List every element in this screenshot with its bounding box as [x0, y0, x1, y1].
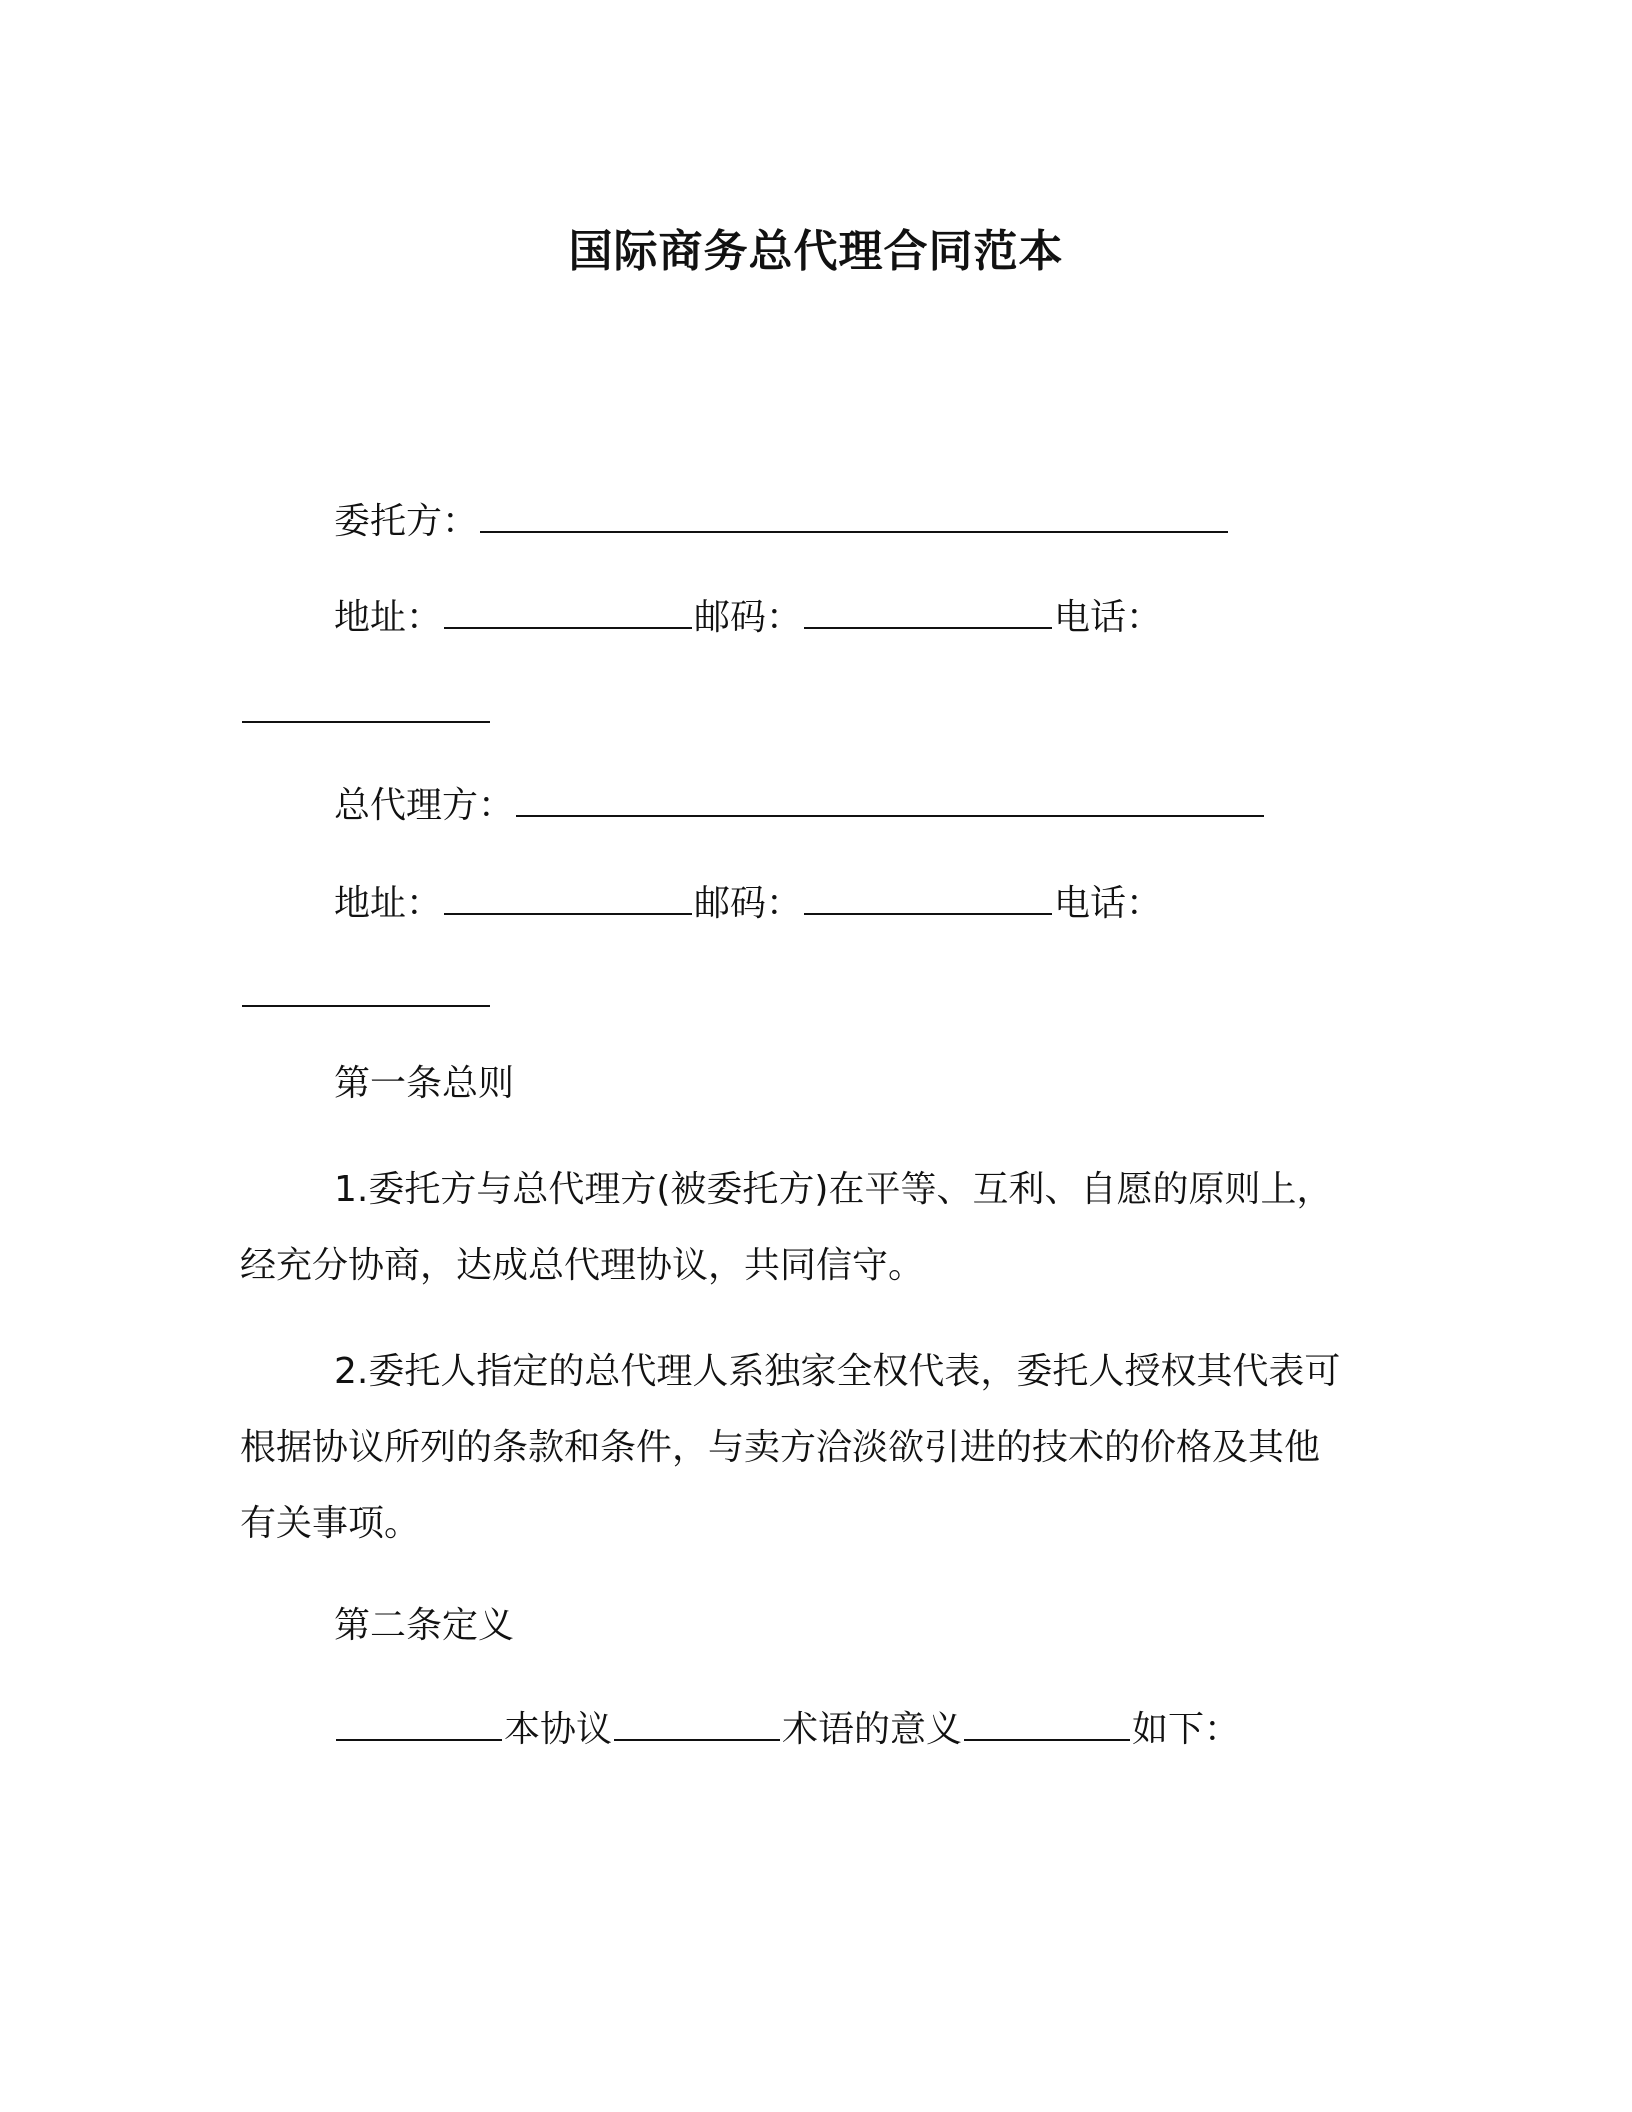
definition-blank-2 — [614, 1709, 780, 1741]
article2-heading: 第二条定义 — [334, 1605, 515, 1646]
agent-phone-line — [240, 970, 492, 1022]
client-phone-label: 电话： — [1054, 597, 1163, 638]
client-line — [334, 496, 1230, 548]
definition-blank-3 — [964, 1709, 1130, 1741]
article1-paragraph1-line1: 1.委托方与总代理方(被委托方)在平等、互利、自愿的原则上， — [334, 1169, 1333, 1210]
article1-paragraph2-line1: 2.委托人指定的总代理人系独家全权代表，委托人授权其代表可 — [334, 1351, 1341, 1392]
client-contact-line — [334, 592, 1162, 644]
agent-postcode-label: 邮码： — [694, 883, 803, 924]
client-phone-blank — [242, 691, 490, 723]
client-blank — [480, 501, 1228, 533]
agent-address-blank — [444, 883, 692, 915]
agent-label: 总代理方： — [334, 785, 515, 826]
client-label: 委托方： — [334, 501, 479, 542]
client-postcode-label: 邮码： — [694, 597, 803, 638]
agent-address-label: 地址： — [334, 883, 443, 924]
client-address-label: 地址： — [334, 597, 443, 638]
article1-paragraph1-line2: 经充分协商，达成总代理协议，共同信守。 — [240, 1245, 925, 1286]
article1-paragraph2-line2: 根据协议所列的条款和条件，与卖方洽淡欲引进的技术的价格及其他 — [240, 1427, 1321, 1468]
agent-phone-label: 电话： — [1054, 883, 1163, 924]
agent-phone-blank — [242, 975, 490, 1007]
definition-text-1: 本协议 — [504, 1709, 613, 1750]
agent-contact-line — [334, 878, 1162, 930]
agent-postcode-blank — [804, 883, 1052, 915]
definition-blank-1 — [336, 1709, 502, 1741]
client-address-blank — [444, 597, 692, 629]
article1-heading: 第一条总则 — [334, 1063, 515, 1104]
client-phone-line — [240, 686, 492, 738]
definition-line — [334, 1704, 1240, 1756]
document-title: 国际商务总代理合同范本 — [568, 226, 1064, 277]
article1-paragraph2-line3: 有关事项。 — [240, 1503, 421, 1544]
client-postcode-blank — [804, 597, 1052, 629]
definition-text-2: 术语的意义 — [782, 1709, 963, 1750]
agent-blank — [516, 785, 1264, 817]
definition-text-3: 如下： — [1132, 1709, 1241, 1750]
agent-line — [334, 780, 1266, 832]
